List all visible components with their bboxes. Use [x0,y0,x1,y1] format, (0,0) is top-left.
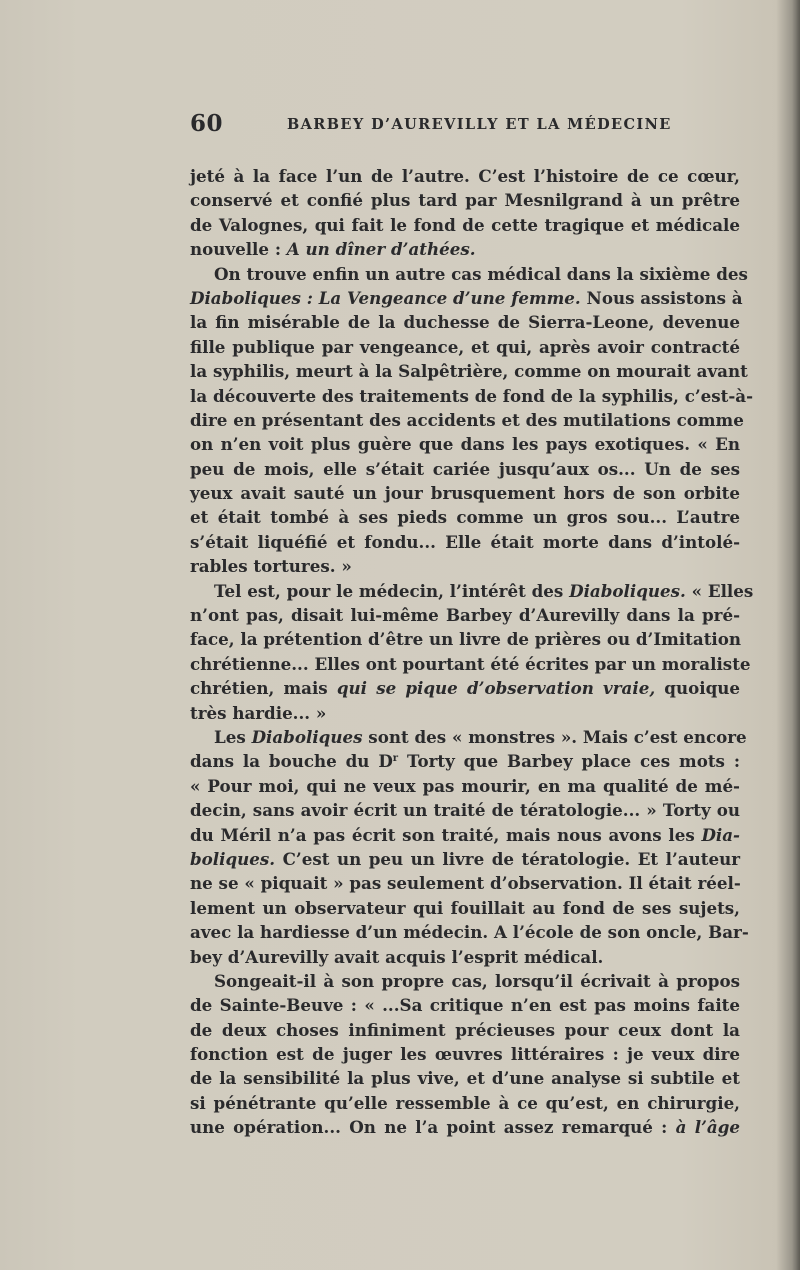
text-line [190,286,743,310]
italic-segment: A un dîner d’athées. [286,239,476,260]
text-line: chrétienne... Elles ont pourtant été écrites par un moraliste [190,653,751,674]
text-line: jeté à la face l’un de l’autre. C’est l’histoire de ce cœur, [190,166,740,186]
text-line: lement un observateur qui fouillait au fond de ses sujets, [190,897,740,918]
text-segment: Nous assistons à [580,287,743,308]
body-text [190,164,754,1140]
text-line [190,1115,740,1139]
text-line: peu de mois, elle s’était cariée jusqu’aux os... Un de ses [190,458,740,479]
text-line: On trouve enfin un autre cas médical dans la sixième des [214,263,748,284]
page-edge-shadow [792,0,800,1270]
text-line: dire en présentant des accidents et des mutilations comme [190,409,744,430]
superscript-segment: r [392,753,399,765]
text-line: et était tombé à ses pieds comme un gros sou... L’autre [190,507,740,528]
text-line: yeux avait sauté un jour brusquement hors de son orbite [190,483,740,504]
text-line: s’était liquéfié et fondu... Elle était morte dans d’intolé- [190,531,740,552]
italic-segment: Diaboliques [251,726,363,747]
text-line: decin, sans avoir écrit un traité de tératologie... » Torty ou [190,800,740,821]
italic-segment: Dia- [701,824,740,845]
text-segment: sont des « monstres ». Mais c’est encore [362,726,747,747]
running-title: BARBEY D’AUREVILLY ET LA MÉDECINE [287,116,672,133]
text-segment: Tel est, pour le médecin, l’intérêt des [214,580,570,601]
italic-segment: à l’âge [675,1117,740,1138]
text-line: très hardie... » [190,702,327,723]
text-segment: une opération... On ne l’a point assez remarqué : [190,1117,676,1138]
text-line: de la sensibilité la plus vive, et d’une analyse si subtile et [190,1068,740,1089]
text-line: de Valognes, qui fait le fond de cette tragique et médicale [190,214,740,235]
text-line: bey d’Aurevilly avait acquis l’esprit médical. [190,946,604,967]
text-segment: quoique [655,678,740,699]
text-line [190,237,740,261]
text-line: conservé et confié plus tard par Mesnilgrand à un prêtre [190,190,740,211]
text-segment: chrétien, mais [190,678,337,699]
italic-segment: qui se pique d’observation vraie, [336,678,656,699]
text-segment: nouvelle : [190,239,287,260]
text-line: la fin misérable de la duchesse de Sierra-Leone, devenue [190,312,740,333]
text-line: fille publique par vengeance, et qui, après avoir contracté [190,336,740,357]
text-segment: du Méril n’a pas écrit son traité, mais nous avons les [190,824,702,845]
text-line: de Sainte-Beuve : « ...Sa critique n’en est pas moins faite [190,995,740,1016]
text-segment: dans la bouche du D [190,751,393,772]
text-line: « Pour moi, qui ne veux pas mourir, en ma qualité de mé- [190,775,740,796]
text-line [190,823,740,847]
text-line [190,676,740,700]
text-segment: Les [214,726,252,747]
italic-segment: Diaboliques. [569,580,686,601]
text-line: rables tortures. » [190,556,352,577]
text-line: de deux choses infiniment précieuses pour ceux dont la [190,1019,740,1040]
page-header [190,110,740,144]
text-segment: C’est un peu un livre de tératologie. Et l’auteur [275,848,740,869]
text-line: ne se « piquait » pas seulement d’observation. Il était réel- [190,873,741,894]
text-line: Songeait-il à son propre cas, lorsqu’il écrivait à propos [214,970,740,991]
italic-segment: boliques. [190,848,276,869]
text-line: la syphilis, meurt à la Salpêtrière, comme on mourait avant [190,361,748,382]
text-line [190,725,747,749]
text-segment: « Elles [685,580,754,601]
text-line: la découverte des traitements de fond de la syphilis, c’est-à- [190,385,754,406]
text-line [190,847,740,871]
text-line: si pénétrante qu’elle ressemble à ce qu’est, en chirurgie, [190,1092,740,1113]
italic-segment: Diaboliques : La Vengeance d’une femme. [190,287,581,308]
text-line: face, la prétention d’être un livre de prières ou d’Imitation [190,629,742,650]
text-line: n’ont pas, disait lui-même Barbey d’Aurevilly dans la pré- [190,605,740,626]
text-segment: Torty que Barbey place ces mots : [398,751,740,772]
text-line: avec la hardiesse d’un médecin. A l’école de son oncle, Bar- [190,922,749,943]
text-line [190,749,740,773]
text-line: fonction est de juger les œuvres littéraires : je veux dire [190,1044,740,1065]
page-number: 60 [190,110,224,137]
text-line [190,579,754,603]
text-line: on n’en voit plus guère que dans les pays exotiques. « En [190,434,740,455]
